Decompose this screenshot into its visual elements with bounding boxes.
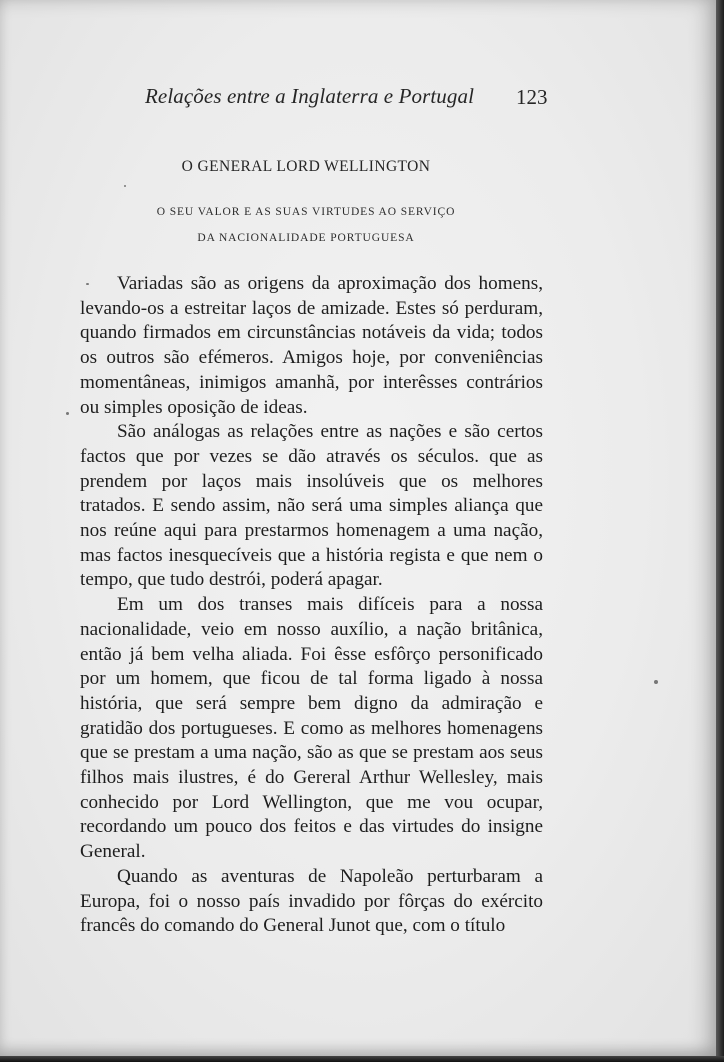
chapter-title: [0, 158, 612, 176]
running-head: Relações entre a Inglaterra e Portugal: [145, 84, 475, 108]
paper-speck: [66, 412, 69, 415]
body-text: [80, 272, 543, 939]
subtitle-line-2: DA NACIONALIDADE PORTUGUESA: [197, 232, 415, 244]
paragraph: Em um dos transes mais difíceis para a nossa nacionalidade, veio em nosso auxílio, a nação britânica, então já bem velha aliada. Foi êsse esfôrço personificado por um homem, que ficou de tal forma ligado à nossa história, que será sempre bem digno da admiração e gratidão dos portugueses. E como as melhores homenagens que se prestam a uma nação, são as que se prestam aos seus filhos mais ilustres, é do Gereral Arthur Wellesley, mais conhecido por Lord Wellington, que me vou ocupar, recordando um pouco dos feitos e das virtudes do insigne General.: [80, 594, 543, 863]
subtitle-line-1: O SEU VALOR E AS SUAS VIRTUDES AO SERVIÇO: [156, 206, 456, 218]
page-edge-shadow: [716, 0, 724, 1062]
paragraph: Quando as aventuras de Napoleão perturbaram a Europa, foi o nosso país invadido por fôrças do exército francês do comando do General Junot que, com o título: [80, 865, 543, 937]
chapter-title-text: O GENERAL LORD WELLINGTON: [181, 158, 431, 175]
page-number: 123: [516, 85, 548, 109]
paper-speck: [124, 185, 126, 187]
paper-speck: [654, 680, 658, 684]
paragraph: São análogas as relações entre as nações e são certos factos que por vezes se dão através os séculos. que as prendem por laços mais insolúveis que os melhores tratados. E sendo assim, não será uma simples aliança que nos reúne aqui para prestarmos homenagem a uma nação, mas factos inesquecíveis que a história regista e que nem o tempo, que tudo destrói, poderá apagar.: [80, 421, 543, 591]
paper-speck: [86, 283, 89, 285]
paragraph: Variadas são as origens da aproximação dos homens, levando-os a estreitar laços de amizade. Estes só perduram, quando firmados em circunstâncias notáveis da vida; todos os outros são efémeros. Amigos hoje, por conveniências momentâneas, inimigos amanhã, por interêsses contrários ou simples oposição de ideas.: [80, 273, 543, 418]
page-edge-shadow: [0, 1056, 724, 1062]
